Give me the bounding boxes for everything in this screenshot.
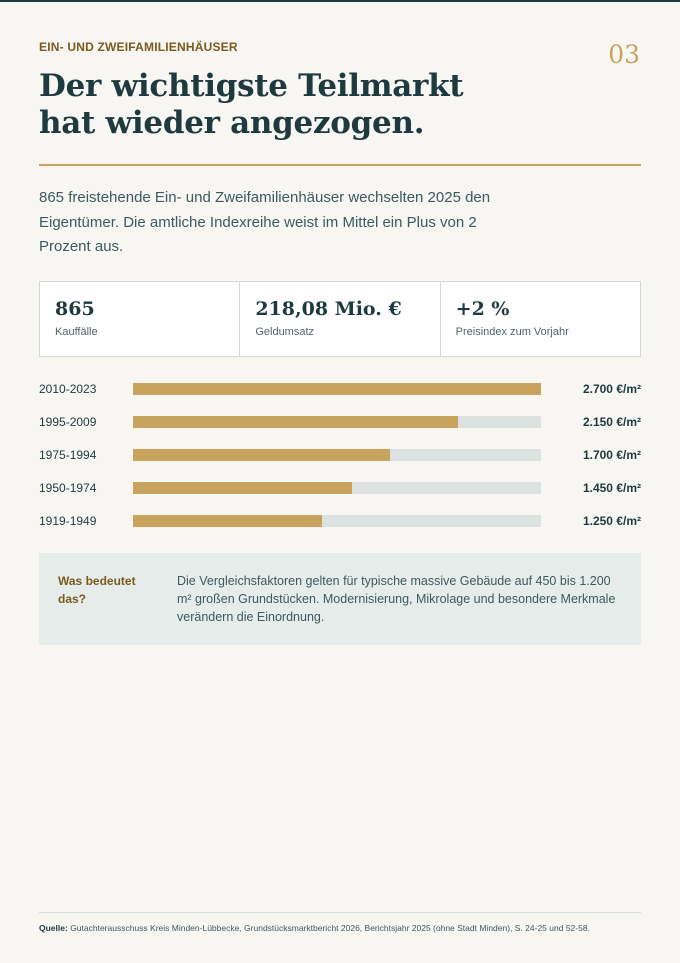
bar-value: 1.700 €/m²	[582, 448, 641, 462]
stat-label: Geldumsatz	[255, 326, 315, 338]
bar-value: 2.150 €/m²	[582, 415, 641, 429]
explainer-box	[39, 553, 641, 645]
footer-divider	[39, 912, 641, 913]
bar-row	[39, 510, 641, 543]
bar-fill	[133, 449, 390, 461]
key-figures	[39, 281, 641, 357]
section-eyebrow: EIN- UND ZWEIFAMILIENHÄUSER	[39, 40, 238, 54]
lead-paragraph: 865 freistehende Ein- und Zweifamilienhäuser wechselten 2025 den Eigentümer. Die amtliche Indexreihe weist im Mittel ein Plus von 2 Prozent aus.	[39, 189, 491, 255]
source-text: Gutachterausschuss Kreis Minden-Lübbecke, Grundstücksmarktbericht 2026, Berichtsjahr 2025 (ohne Stadt Minden), S. 24-25 und 52-58.	[70, 923, 590, 933]
page-number: 03	[608, 40, 640, 69]
bar-label: 1995-2009	[39, 415, 97, 429]
bar-row	[39, 411, 641, 444]
bar-value: 1.450 €/m²	[582, 481, 641, 495]
bar-value: 2.700 €/m²	[582, 382, 641, 396]
explainer-text: Die Vergleichsfaktoren gelten für typische massive Gebäude auf 450 bis 1.200 m² großen Grundstücken. Modernisierung, Mikrolage und besondere Merkmale verändern die Einordnung.	[177, 574, 616, 624]
bar-track	[133, 482, 541, 494]
stat-value: 218,08 Mio. €	[255, 298, 402, 320]
bar-fill	[133, 383, 541, 395]
stat-value: 865	[55, 298, 95, 320]
bar-row	[39, 444, 641, 477]
bar-label: 1975-1994	[39, 448, 97, 462]
title-divider	[39, 164, 641, 166]
bar-fill	[133, 416, 458, 428]
bar-track	[133, 416, 541, 428]
bar-fill	[133, 515, 322, 527]
bar-track	[133, 449, 541, 461]
price-bars	[39, 378, 641, 543]
source-label: Quelle:	[39, 923, 68, 933]
bar-track	[133, 383, 541, 395]
stat-label: Preisindex zum Vorjahr	[455, 326, 569, 338]
explainer-title: Was bedeutet das?	[58, 574, 136, 606]
source-note	[39, 923, 641, 933]
stat-price-index	[440, 282, 640, 356]
bar-row	[39, 378, 641, 411]
bar-row	[39, 477, 641, 510]
stat-turnover	[239, 282, 439, 356]
stat-value: +2 %	[455, 298, 510, 320]
stat-sales-count	[40, 282, 239, 356]
page-title	[39, 68, 559, 142]
bar-value: 1.250 €/m²	[582, 514, 641, 528]
title-line-1: Der wichtigste Teilmarkt	[39, 68, 464, 104]
bar-track	[133, 515, 541, 527]
title-line-2: hat wieder angezogen.	[39, 105, 425, 141]
top-rule	[0, 0, 680, 2]
bar-label: 2010-2023	[39, 382, 97, 396]
bar-label: 1919-1949	[39, 514, 97, 528]
bar-label: 1950-1974	[39, 481, 97, 495]
bar-fill	[133, 482, 352, 494]
stat-label: Kauffälle	[55, 326, 98, 338]
